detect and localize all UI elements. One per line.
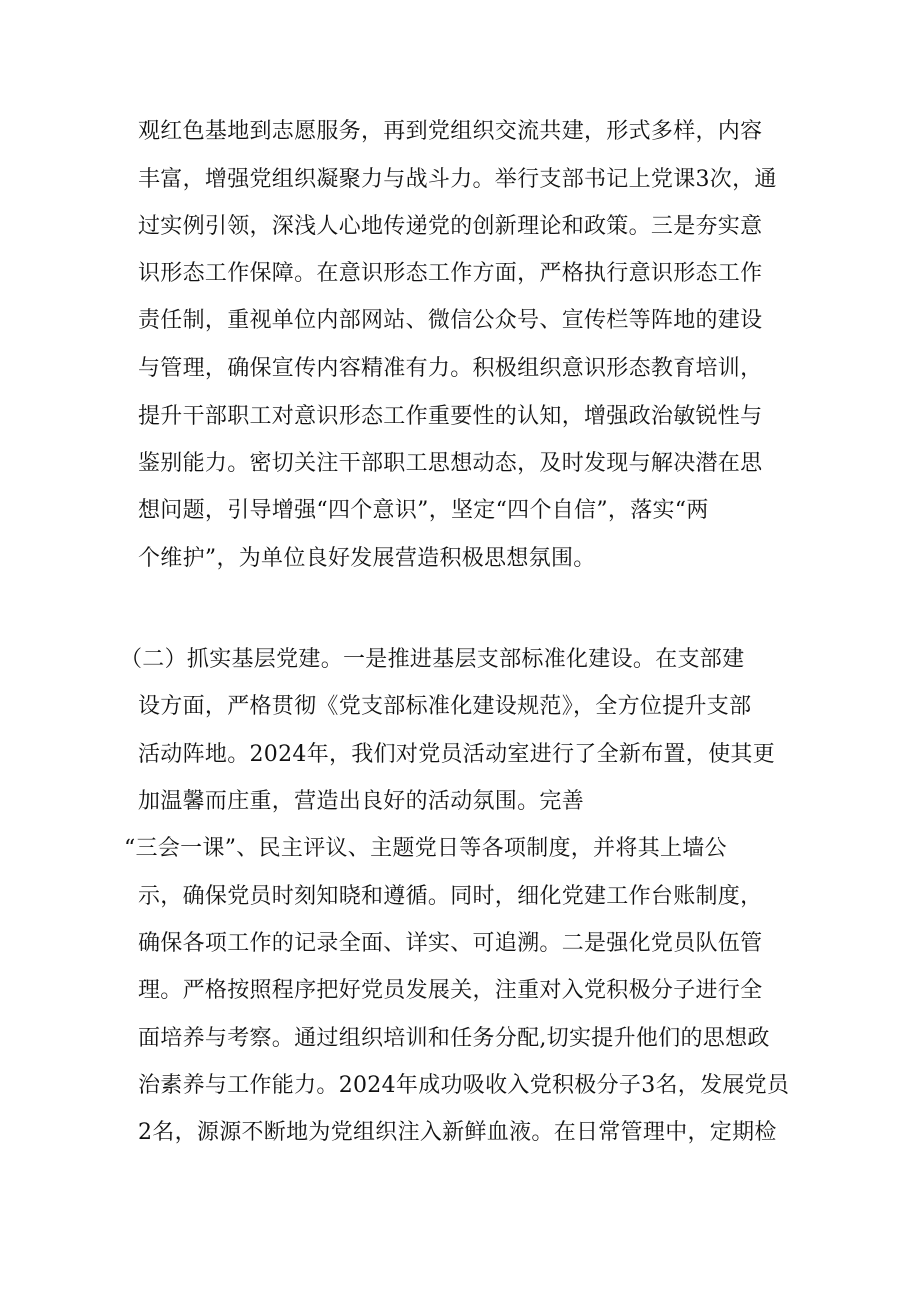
paragraph-2-line-7: 确保各项工作的记录全面、详实、可追溯。二是强化党员队伍管 (138, 931, 763, 956)
paragraph-1-line-10: 个维护”，为单位良好发展营造积极思想氛围。 (138, 546, 596, 571)
paragraph-2-line-2: 设方面，严格贯彻《党支部标准化建设规范》，全方位提升支部 (138, 694, 752, 719)
paragraph-2-line-4: 加温馨而庄重，营造出良好的活动氛围。完善 (138, 789, 585, 814)
paragraph-2-line-1: （二）抓实基层党建。一是推进基层支部标准化建设。在支部建 (120, 647, 745, 672)
paragraph-1-line-1: 观红色基地到志愿服务，再到党组织交流共建，形式多样，内容 (138, 119, 763, 144)
paragraph-1-line-7: 提升干部职工对意识形态工作重要性的认知，增强政治敏锐性与 (138, 404, 763, 429)
paragraph-2-line-8: 理。严格按照程序把好党员发展关，注重对入党积极分子进行全 (138, 978, 763, 1003)
paragraph-1-line-6: 与管理，确保宣传内容精准有力。积极组织意识形态教育培训， (138, 356, 763, 381)
paragraph-1-line-5: 责任制，重视单位内部网站、微信公众号、宣传栏等阵地的建设 (138, 308, 763, 333)
paragraph-2-line-10: 治素养与工作能力。2024年成功吸收入党积极分子3名，发展党员 (138, 1073, 790, 1098)
paragraph-2-line-6: 示，确保党员时刻知晓和遵循。同时，细化党建工作台账制度， (138, 884, 763, 909)
paragraph-2-line-11: 2名，源源不断地为党组织注入新鲜血液。在日常管理中，定期检 (138, 1120, 777, 1145)
paragraph-1-line-3: 过实例引领，深浅人心地传递党的创新理论和政策。三是夯实意 (138, 214, 763, 239)
paragraph-2-line-3: 活动阵地。2024年，我们对党员活动室进行了全新布置，使其更 (138, 742, 775, 767)
paragraph-2-line-9: 面培养与考察。通过组织培训和任务分配,切实提升他们的思想政 (138, 1026, 770, 1051)
paragraph-1-line-2: 丰富，增强党组织凝聚力与战斗力。举行支部书记上党课3次，通 (138, 167, 777, 192)
paragraph-1-line-9: 想问题，引导增强“四个意识”，坚定“四个自信”，落实“两 (138, 498, 709, 523)
paragraph-1-line-4: 识形态工作保障。在意识形态工作方面，严格执行意识形态工作 (138, 261, 763, 286)
paragraph-2-line-5: “三会一课”、民主评议、主题党日等各项制度，并将其上墙公 (124, 836, 727, 861)
paragraph-1-line-8: 鉴别能力。密切关注干部职工思想动态，及时发现与解决潜在思 (138, 451, 763, 476)
